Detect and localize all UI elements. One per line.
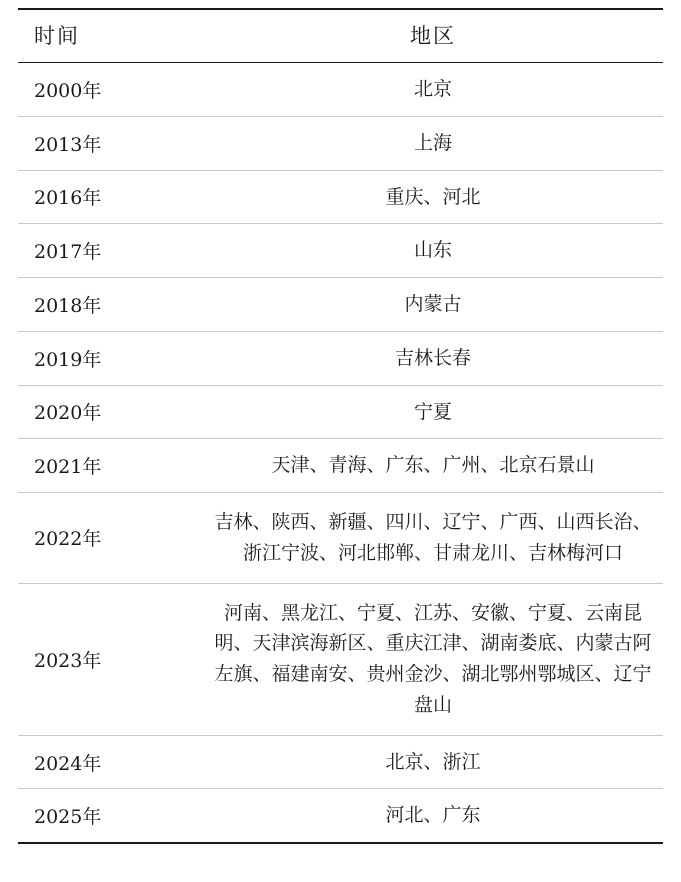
cell-time: 2016年 [18, 170, 203, 224]
cell-time: 2000年 [18, 63, 203, 117]
cell-region: 重庆、河北 [203, 170, 663, 224]
table-row [18, 116, 663, 170]
cell-region: 北京、浙江 [203, 735, 663, 789]
cell-region: 内蒙古 [203, 278, 663, 332]
cell-region: 吉林长春 [203, 331, 663, 385]
cell-time: 2019年 [18, 331, 203, 385]
cell-region: 山东 [203, 224, 663, 278]
cell-time: 2013年 [18, 116, 203, 170]
table-header [18, 9, 663, 63]
cell-time: 2025年 [18, 789, 203, 843]
cell-region: 宁夏 [203, 385, 663, 439]
cell-time: 2017年 [18, 224, 203, 278]
cell-region: 河北、广东 [203, 789, 663, 843]
cell-region: 河南、黑龙江、宁夏、江苏、安徽、宁夏、云南昆明、天津滨海新区、重庆江津、湖南娄底、内蒙古阿左旗、福建南安、贵州金沙、湖北鄂州鄂城区、辽宁盘山 [203, 583, 663, 735]
table-body [18, 63, 663, 844]
cell-region: 北京 [203, 63, 663, 117]
cell-time: 2021年 [18, 439, 203, 493]
column-header-region: 地区 [203, 9, 663, 63]
column-header-time: 时间 [18, 9, 203, 63]
table-row [18, 170, 663, 224]
cell-time: 2022年 [18, 493, 203, 584]
table-row [18, 735, 663, 789]
cell-region: 吉林、陕西、新疆、四川、辽宁、广西、山西长治、浙江宁波、河北邯郸、甘肃龙川、吉林梅河口 [203, 493, 663, 584]
table-row [18, 278, 663, 332]
cell-time: 2024年 [18, 735, 203, 789]
table-row [18, 331, 663, 385]
cell-time: 2020年 [18, 385, 203, 439]
cell-region: 天津、青海、广东、广州、北京石景山 [203, 439, 663, 493]
region-timeline-table [18, 8, 663, 844]
table-row [18, 789, 663, 843]
table-row [18, 385, 663, 439]
table-header-row [18, 9, 663, 63]
table-row [18, 439, 663, 493]
cell-time: 2018年 [18, 278, 203, 332]
table-row [18, 583, 663, 735]
table-row [18, 224, 663, 278]
cell-region: 上海 [203, 116, 663, 170]
table-row [18, 493, 663, 584]
table-row [18, 63, 663, 117]
cell-time: 2023年 [18, 583, 203, 735]
